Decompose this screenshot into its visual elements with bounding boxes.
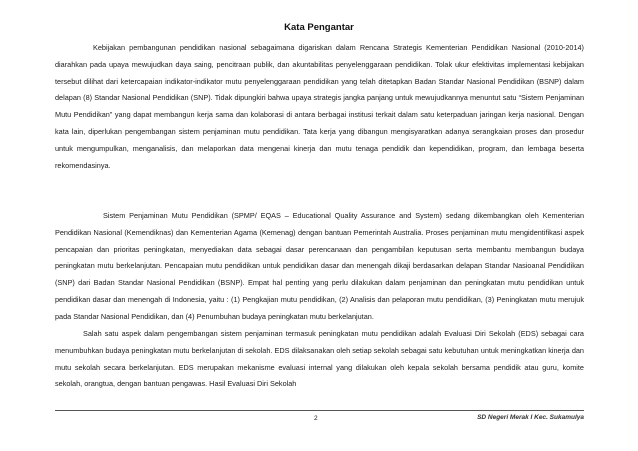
paragraph-2: Sistem Penjaminan Mutu Pendidikan (SPMP/ EQAS – Educational Quality Assurance and System) sedang dikembangkan oleh Kementerian Pendidikan Nasional (Kemendiknas) dan Kementerian Agama (Kemenag) dengan bantuan Pemerintah Australia. Proses penjaminan mutu mengidentifikasi aspek pencapaian dan prioritas peningkatan, menyediakan data sebagai dasar perencanaan dan pengambilan keputusan serta membantu membangun budaya peningkatan mutu berkelanjutan. Pencapaian mutu pendidikan untuk pendidikan dasar dan menengah dikaji berdasarkan delapan Standar Nasioanal Pendidikan (SNP) dari Badan Standar Nasional Pendidikan (BSNP). Empat hal penting yang perlu dilakukan dalam penjaminan dan peningkatan mutu pendidikan untuk pendidikan dasar dan menengah di Indonesia, yaitu : (1) Pengkajian mutu pendidikan, (2) Analisis dan pelaporan mutu pendidikan, (3) Peningkatan mutu merujuk pada Standar Nasional Pendidikan, dan (4) Penumbuhan budaya peningkatan mutu berkelanjutan.	[55, 211, 584, 321]
page-number: 2	[314, 415, 318, 422]
page-title: Kata Pengantar	[284, 22, 354, 33]
paragraph-1: Kebijakan pembangunan pendidikan nasional sebagaimana digariskan dalam Rencana Strategis Kementerian Pendidikan Nasional (2010-2014) diarahkan pada upaya mewujudkan daya saing, pencitraan publik, dan akuntabilitas penyelenggaraan pendidikan. Tolak ukur efektivitas implementasi kebijakan tersebut dilihat dari ketercapaian indikator-indikator mutu penyelenggaraan pendidikan yang telah ditetapkan Badan Standar Nasional Pendidikan (BSNP) dalam delapan (8) Standar Nasional Pendidikan (SNP). Tidak dipungkiri bahwa upaya strategis jangka panjang untuk mewujudkannya menuntut satu “Sistem Penjaminan Mutu Pendidikan” yang dapat membangun kerja sama dan kolaborasi di antara berbagai institusi terkait dalam satu keterpaduan jaringan kerja nasional. Dengan kata lain, diperlukan pengembangan sistem penjaminan mutu pendidikan. Tata kerja yang dibangun mengisyaratkan adanya serangkaian proses dan prosedur untuk mengumpulkan, menganalisis, dan melaporkan data mengenai kinerja dan mutu tenaga pendidik dan kependidikan, program, dan lembaga beserta rekomendasinya.	[55, 43, 584, 170]
school-name: SD Negeri Merak I Kec. Sukamulya	[477, 414, 584, 421]
paragraph-3: Salah satu aspek dalam pengembangan sistem penjaminan termasuk peningkatan mutu pendidikan adalah Evaluasi Diri Sekolah (EDS) sebagai cara menumbuhkan budaya peningkatan mutu berkelanjutan di sekolah. EDS dilaksanakan oleh setiap sekolah sebagai satu kebutuhan untuk meningkatkan kinerja dan mutu sekolah secara berkelanjutan. EDS merupakan mekanisme evaluasi internal yang dilakukan oleh kepala sekolah bersama pendidik atau guru, komite sekolah, orangtua, dengan bantuan pengawas. Hasil Evaluasi Diri Sekolah	[55, 329, 584, 389]
page-footer	[55, 410, 584, 431]
